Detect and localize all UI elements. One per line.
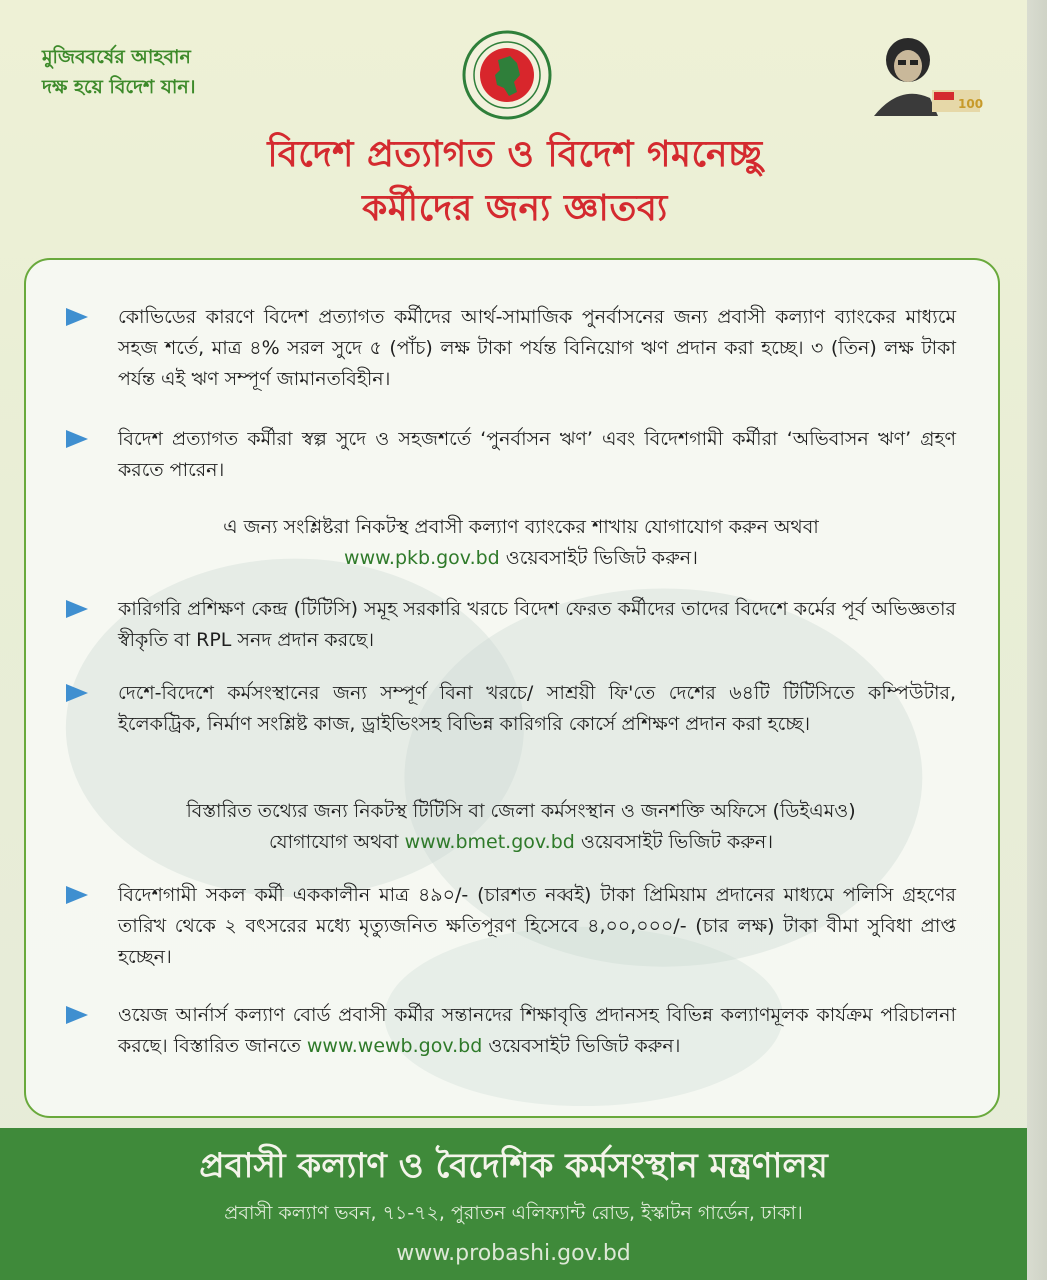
note-bmet [66, 796, 976, 858]
note-suffix: ওয়েবসাইট ভিজিট করুন। [574, 831, 774, 853]
item-text: কোভিডের কারণে বিদেশ প্রত্যাগত কর্মীদের আর্থ-সামাজিক পুনর্বাসনের জন্য প্রবাসী কল্যাণ ব্যাংকের মাধ্যমে সহজ শর্তে, মাত্র ৪% সরল সুদে ৫ (পাঁচ) লক্ষ টাকা পর্যন্ত বিনিয়োগ ঋণ প্রদান করা হচ্ছে। ৩ (তিন) লক্ষ টাকা পর্যন্ত এই ঋণ সম্পূর্ণ জামানতবিহীন। [118, 306, 956, 390]
list-item-migration-loan [66, 424, 956, 486]
item-text: বিদেশ প্রত্যাগত কর্মীরা স্বল্প সুদে ও সহজশর্তে ‘পুনর্বাসন ঋণ’ এবং বিদেশগামী কর্মীরা ‘অভিবাসন ঋণ’ গ্রহণ করতে পারেন। [118, 428, 956, 481]
government-seal-icon [462, 30, 552, 120]
item-text-after: ওয়েবসাইট ভিজিট করুন। [482, 1035, 681, 1057]
list-item-training [66, 678, 956, 740]
item-text: বিদেশগামী সকল কর্মী এককালীন মাত্র ৪৯০/- (চারশত নব্বই) টাকা প্রিমিয়াম প্রদানের মাধ্যমে পলিসি গ্রহণের তারিখ থেকে ২ বৎসরের মধ্যে মৃত্যুজনিত ক্ষতিপূরণ হিসেবে ৪,০০,০০০/- (চার লক্ষ) টাকা বীমা সুবিধা প্রাপ্ত হচ্ছেন। [118, 884, 956, 968]
svg-text:100: 100 [958, 97, 984, 111]
note-suffix: ওয়েবসাইট ভিজিট করুন। [499, 547, 698, 569]
note-line: বিস্তারিত তথ্যের জন্য নিকটস্থ টিটিসি বা জেলা কর্মসংস্থান ও জনশক্তি অফিসে (ডিইএমও) [186, 800, 856, 822]
bmet-website-link[interactable]: www.bmet.gov.bd [404, 831, 575, 853]
note-pkb [66, 512, 976, 574]
slogan-line-1: মুজিববর্ষের আহবান [42, 46, 191, 68]
arrow-bullet-icon [66, 1006, 88, 1024]
note-prefix: যোগাযোগ অথবা [268, 831, 405, 853]
ministry-footer [0, 1128, 1027, 1280]
page-edge [1027, 0, 1047, 1280]
page-title [120, 128, 910, 236]
list-item-insurance [66, 880, 956, 973]
mujib-year-slogan [42, 42, 302, 102]
arrow-bullet-icon [66, 430, 88, 448]
list-item-welfare-board [66, 1000, 956, 1062]
pkb-website-link[interactable]: www.pkb.gov.bd [344, 547, 500, 569]
slogan-line-2: দক্ষ হয়ে বিদেশ যান। [42, 76, 196, 98]
mujib-100-logo [860, 24, 990, 120]
item-text-before: ওয়েজ আর্নার্স কল্যাণ বোর্ড প্রবাসী কর্মীর সন্তানদের শিক্ষাবৃত্তি প্রদানসহ বিভিন্ন কল্যাণমূলক কার্যক্রম পরিচালনা করছে। বিস্তারিত জানতে [118, 1004, 956, 1057]
list-item-loan-rehabilitation [66, 302, 956, 395]
wewb-website-link[interactable]: www.wewb.gov.bd [306, 1035, 483, 1057]
list-item-rpl [66, 594, 956, 656]
title-line-1: বিদেশ প্রত্যাগত ও বিদেশ গমনেচ্ছু [267, 134, 763, 175]
ministry-website-link[interactable]: www.probashi.gov.bd [396, 1241, 631, 1266]
arrow-bullet-icon [66, 886, 88, 904]
ministry-address: প্রবাসী কল্যাণ ভবন, ৭১-৭২, পুরাতন এলিফ্যান্ট রোড, ইস্কাটন গার্ডেন, ঢাকা। [224, 1202, 803, 1224]
arrow-bullet-icon [66, 308, 88, 326]
arrow-bullet-icon [66, 600, 88, 618]
note-line: এ জন্য সংশ্লিষ্টরা নিকটস্থ প্রবাসী কল্যাণ ব্যাংকের শাখায় যোগাযোগ করুন অথবা [223, 516, 819, 538]
info-box [24, 258, 1000, 1118]
title-line-2: কর্মীদের জন্য জ্ঞাতব্য [362, 188, 668, 229]
item-text [118, 1000, 956, 1062]
note-line [66, 827, 976, 858]
ministry-name: প্রবাসী কল্যাণ ও বৈদেশিক কর্মসংস্থান মন্ত্রণালয় [199, 1146, 828, 1186]
note-line [66, 543, 976, 574]
arrow-bullet-icon [66, 684, 88, 702]
item-text: দেশে-বিদেশে কর্মসংস্থানের জন্য সম্পূর্ণ বিনা খরচে/ সাশ্রয়ী ফি'তে দেশের ৬৪টি টিটিসিতে কম্পিউটার, ইলেকট্রিক, নির্মাণ সংশ্লিষ্ট কাজ, ড্রাইভিংসহ বিভিন্ন কারিগরি কোর্সে প্রশিক্ষণ প্রদান করা হচ্ছে। [118, 682, 956, 735]
item-text: কারিগরি প্রশিক্ষণ কেন্দ্র (টিটিসি) সমূহ সরকারি খরচে বিদেশ ফেরত কর্মীদের তাদের বিদেশে কর্মের পূর্ব অভিজ্ঞতার স্বীকৃতি বা RPL সনদ প্রদান করছে। [118, 598, 956, 651]
